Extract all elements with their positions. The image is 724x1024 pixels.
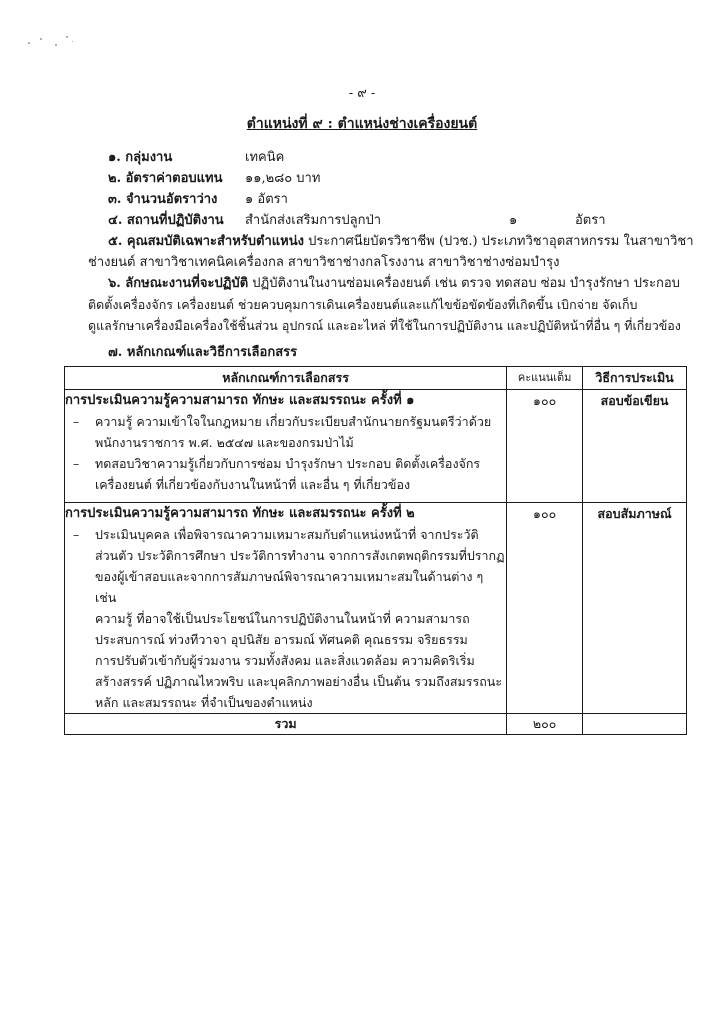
qualification-label: ๕. คุณสมบัติเฉพาะสำหรับตำแหน่ง: [108, 234, 304, 249]
header-criteria: หลักเกณฑ์การเลือกสรร: [65, 367, 507, 390]
list-item: [73, 453, 506, 495]
table-row: [65, 503, 687, 714]
scan-speck: [28, 42, 30, 44]
duties-text-2: ติดตั้งเครื่องจักร เครื่องยนต์ ช่วยควบคุมการเดินเครื่องยนต์และแก้ไขข้อขัดข้องที่เกิดขึ้น เบิกจ่าย จัดเก็บ: [88, 297, 638, 312]
list-item: [73, 411, 506, 453]
field-workplace-count: ๑: [509, 213, 518, 228]
item-line: ประสบการณ์ ท่วงทีวาจา อุปนิสัย อารมณ์ ทัศนคติ คุณธรรม จริยธรรม: [95, 632, 468, 647]
header-score: คะแนนเต็ม: [507, 367, 583, 390]
total-score: ๒๐๐: [507, 714, 583, 735]
round-1-score: ๑๐๐: [507, 390, 583, 503]
round-1-criteria: [65, 390, 507, 503]
field-value-workplace: สำนักส่งเสริมการปลูกป่า: [245, 213, 381, 228]
round-2-criteria: [65, 503, 507, 714]
item-line: พนักงานราชการ พ.ศ. ๒๕๔๗ และของกรมป่าไม้: [95, 435, 354, 450]
page-number: - ๙ -: [348, 86, 376, 101]
scan-speck: [66, 36, 68, 38]
duties-text-1: ปฏิบัติงานในงานซ่อมเครื่องยนต์ เช่น ตรวจ ทดสอบ ซ่อม บำรุงรักษา ประกอบ: [252, 276, 680, 291]
selection-criteria-table: [64, 366, 687, 735]
round-2-title: การประเมินความรู้ความสามารถ ทักษะ และสมรรถนะ ครั้งที่ ๒: [65, 506, 415, 521]
table-total-row: [65, 714, 687, 735]
qualification-paragraph: [88, 231, 700, 273]
qualification-text-1: ประกาศนียบัตรวิชาชีพ (ปวช.) ประเภทวิชาอุตสาหกรรม ในสาขาวิชา: [308, 234, 694, 249]
item-line: ความรู้ ที่อาจใช้เป็นประโยชน์ในการปฏิบัติงานในหน้าที่ ความสามารถ: [95, 611, 470, 626]
scan-speck: [72, 41, 73, 42]
total-method-empty: [583, 714, 687, 735]
list-item: [73, 524, 506, 713]
scan-speck: [40, 38, 42, 40]
field-value-salary: ๑๑,๒๘๐ บาท: [245, 171, 321, 186]
item-line: หลัก และสมรรถนะ ที่จำเป็นของตำแหน่ง: [95, 695, 313, 710]
position-title: ตำแหน่งที่ ๙ : ตำแหน่งช่างเครื่องยนต์: [246, 116, 478, 132]
qualification-text-2: ช่างยนต์ สาขาวิชาเทคนิคเครื่องกล สาขาวิชาช่างกลโรงงาน สาขาวิชาช่างซ่อมบำรุง: [88, 255, 560, 270]
item-line: ความรู้ ความเข้าใจในกฎหมาย เกี่ยวกับระเบียบสำนักนายกรัฐมนตรีว่าด้วย: [95, 414, 492, 429]
item-line: เครื่องยนต์ ที่เกี่ยวข้องกับงานในหน้าที่ และอื่น ๆ ที่เกี่ยวข้อง: [95, 477, 411, 492]
table-header-row: [65, 367, 687, 390]
duties-text-3: ดูแลรักษาเครื่องมือเครื่องใช้ชิ้นส่วน อุปกรณ์ และอะไหล่ ที่ใช้ในการปฏิบัติงาน และปฏิบัติหน้าที่อื่น ๆ ที่เกี่ยวข้อง: [88, 318, 681, 333]
dash-marker: –: [73, 456, 80, 471]
total-label: รวม: [65, 714, 507, 735]
field-label-salary: ๒. อัตราค่าตอบแทน: [108, 171, 223, 186]
dash-marker: –: [73, 414, 80, 429]
selection-heading: ๗. หลักเกณฑ์และวิธีการเลือกสรร: [108, 345, 298, 360]
field-label-group: ๑. กลุ่มงาน: [108, 150, 173, 165]
field-label-vacancies: ๓. จำนวนอัตราว่าง: [108, 192, 218, 207]
field-value-group: เทคนิค: [245, 150, 285, 165]
duties-paragraph: [88, 273, 700, 336]
item-line: การปรับตัวเข้ากับผู้ร่วมงาน รวมทั้งสังคม และสิ่งแวดล้อม ความคิดริเริ่ม: [95, 653, 475, 668]
field-workplace-unit: อัตรา: [575, 213, 606, 228]
item-line: สร้างสรรค์ ปฏิภาณไหวพริบ และบุคลิกภาพอย่างอื่น เป็นต้น รวมถึงสมรรถนะ: [95, 674, 503, 689]
item-line: ส่วนตัว ประวัติการศึกษา ประวัติการทำงาน จากการสังเกตพฤติกรรมที่ปรากฏ: [95, 548, 505, 563]
item-line: ของผู้เข้าสอบและจากการสัมภาษณ์พิจารณาความเหมาะสมในด้านต่าง ๆ เช่น: [95, 569, 484, 605]
dash-marker: –: [73, 527, 80, 542]
table-row: [65, 390, 687, 503]
scan-speck: [55, 44, 57, 46]
round-2-method: สอบสัมภาษณ์: [583, 503, 687, 714]
item-line: ทดสอบวิชาความรู้เกี่ยวกับการซ่อม บำรุงรักษา ประกอบ ติดตั้งเครื่องจักร: [95, 456, 481, 471]
round-1-method: สอบข้อเขียน: [583, 390, 687, 503]
round-2-score: ๑๐๐: [507, 503, 583, 714]
field-value-vacancies: ๑ อัตรา: [245, 192, 288, 207]
field-label-workplace: ๔. สถานที่ปฏิบัติงาน: [108, 213, 224, 228]
header-method: วิธีการประเมิน: [583, 367, 687, 390]
duties-label: ๖. ลักษณะงานที่จะปฏิบัติ: [108, 276, 249, 291]
round-1-title: การประเมินความรู้ความสามารถ ทักษะ และสมรรถนะ ครั้งที่ ๑: [65, 393, 415, 408]
item-line: ประเมินบุคคล เพื่อพิจารณาความเหมาะสมกับตำแหน่งหน้าที่ จากประวัติ: [95, 527, 479, 542]
